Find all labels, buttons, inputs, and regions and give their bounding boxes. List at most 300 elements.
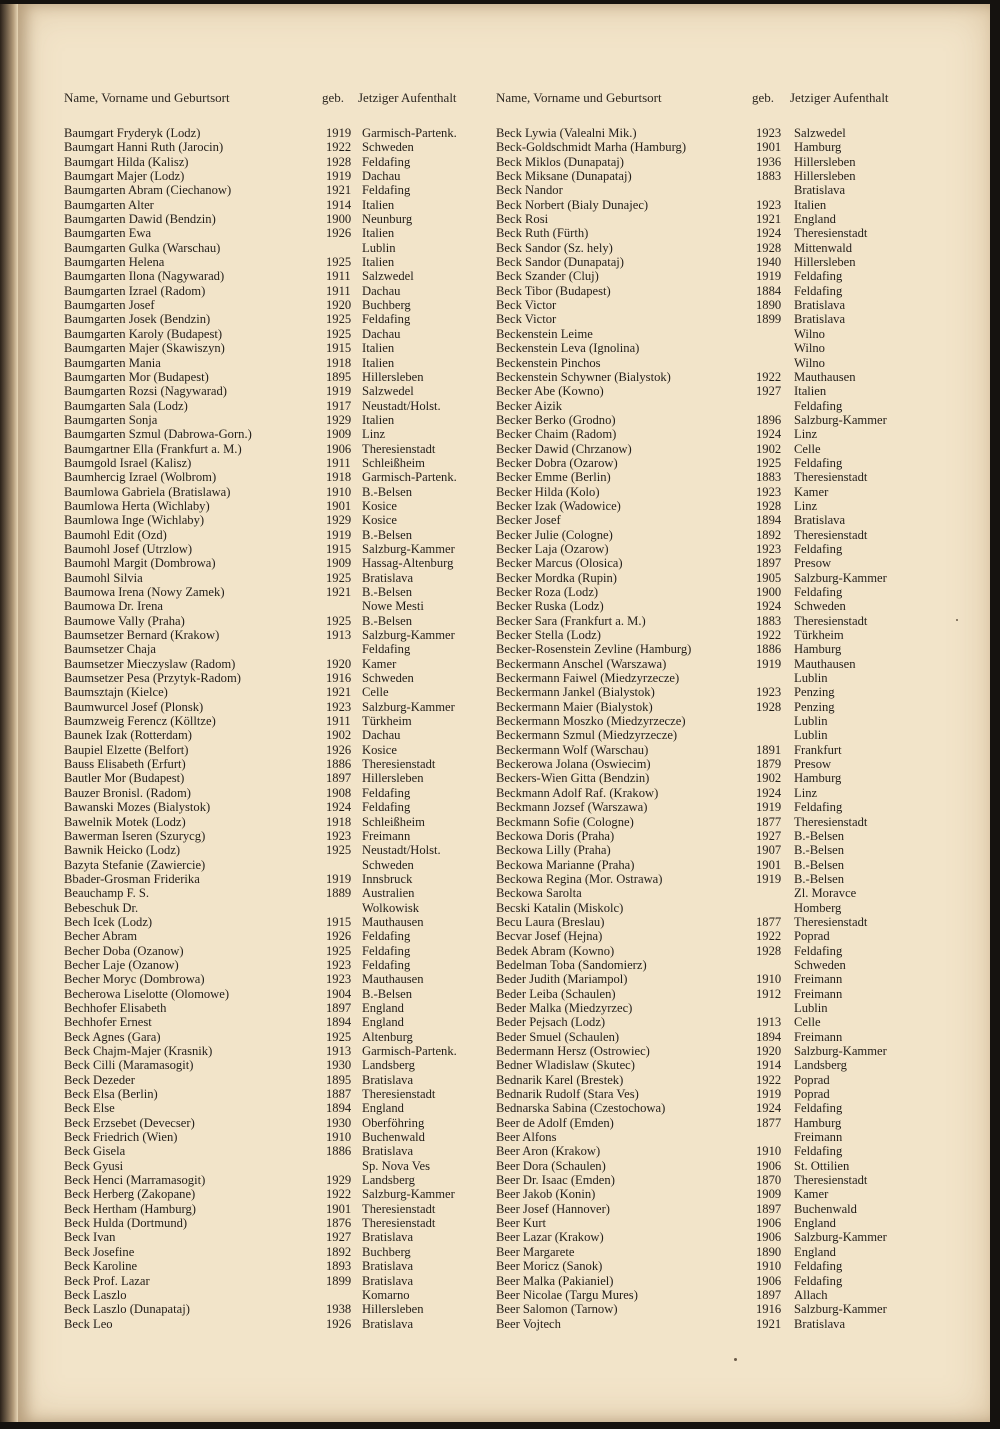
name-header: Name, Vorname und Geburtsort [64,90,230,105]
table-row [64,528,514,542]
person-name: Beder Pejsach (Lodz) [496,1015,606,1030]
table-row [64,1216,514,1230]
current-residence: Theresienstadt [362,757,436,772]
person-name: Baumlowa Gabriela (Bratislawa) [64,484,231,499]
person-name: Bedelman Toba (Sandomierz) [496,957,647,972]
current-residence: Theresienstadt [794,613,868,628]
current-residence: Schweden [794,957,846,972]
current-residence: Poprad [794,1087,830,1102]
person-name: Beck Friedrich (Wien) [64,1130,178,1145]
current-residence: Poprad [794,929,830,944]
current-residence: Linz [794,427,818,442]
person-name: Baumgart Majer (Lodz) [64,169,185,184]
person-name: Baumohl Josef (Utrzlow) [64,541,193,556]
current-residence: Salzwedel [362,384,414,399]
birth-year: 1919 [326,384,352,399]
current-residence: Theresienstadt [362,441,436,456]
birth-year: 1924 [326,800,352,815]
table-row [496,1187,966,1201]
current-residence: B.-Belsen [362,585,413,599]
person-name: Baumowe Vally (Praha) [64,613,185,628]
person-name: Baumhercig Izrael (Wolbrom) [64,470,217,485]
table-row [64,657,514,671]
table-row [64,255,514,269]
birth-year: 1900 [756,585,782,599]
current-residence: Kosice [362,498,397,513]
table-row [64,571,514,585]
birth-year: 1916 [756,1302,782,1317]
current-residence: Wilno [794,341,825,356]
person-name: Baumlowa Herta (Wichlaby) [64,498,210,513]
current-residence: Italien [362,197,395,212]
person-name: Beder Malka (Miedzyrzec) [496,1000,633,1015]
table-row [64,1087,514,1101]
current-residence: Salzburg-Kammer [794,1302,887,1317]
table-row [64,599,514,613]
birth-year: 1894 [326,1101,352,1116]
table-row [64,312,514,326]
table-row [64,183,514,197]
table-row [64,728,514,742]
current-residence: Frankfurt [794,742,842,757]
table-row [496,771,966,785]
table-row [64,1130,514,1144]
paper-speck [956,619,958,621]
birth-year: 1887 [326,1087,352,1102]
table-row [496,599,966,613]
table-row [64,298,514,312]
person-name: Beckenstein Schywner (Bialystok) [496,369,671,384]
person-name: Beck Norbert (Bialy Dunajec) [496,197,649,212]
person-name: Bawerman Iseren (Szurycg) [64,828,206,843]
person-name: Beck Else [64,1101,115,1116]
birth-year: 1909 [326,427,352,442]
current-residence: Dachau [362,326,401,341]
current-residence: Freimann [794,1130,843,1145]
person-name: Bech Icek (Lodz) [64,914,153,929]
residence-header: Jetziger Aufenthalt [790,90,889,105]
person-name: Beckenstein Leva (Ignolina) [496,341,640,356]
birth-year: 1924 [756,599,782,614]
birth-year: 1877 [756,814,782,829]
current-residence: Bratislava [362,570,414,585]
birth-year: 1886 [326,1144,352,1159]
current-residence: Wilno [794,326,825,341]
birth-year: 1923 [756,126,782,140]
person-name: Baumsztajn (Kielce) [64,685,168,700]
table-row [496,628,966,642]
table-row [64,1259,514,1273]
current-residence: Landsberg [794,1058,847,1073]
current-residence: Garmisch-Partenk. [362,470,457,485]
table-row [496,700,966,714]
person-name: Bechhofer Elisabeth [64,1000,167,1015]
table-row [64,843,514,857]
birth-year: 1923 [326,828,352,843]
birth-year: 1877 [756,914,782,929]
table-row [496,728,966,742]
table-row [64,356,514,370]
current-residence: Feldafing [362,785,411,800]
current-residence: Celle [794,441,821,456]
current-residence: Wolkowisk [362,900,420,915]
birth-year: 1923 [326,699,352,714]
table-row [64,700,514,714]
person-name: Bautler Mor (Budapest) [64,771,185,786]
person-name: Beauchamp F. S. [64,886,150,901]
birth-year: 1910 [756,972,782,987]
current-residence: B.-Belsen [794,828,845,843]
current-residence: Homberg [794,900,842,915]
current-residence: Schleißheim [362,814,425,829]
table-row [64,1116,514,1130]
person-name: Beck Victor [496,298,557,313]
birth-year: 1938 [326,1302,352,1317]
person-name: Beckerowa Jolana (Oswiecim) [496,757,651,772]
table-row [64,972,514,986]
name-header: Name, Vorname und Geburtsort [496,90,662,105]
person-name: Beckowa Sarolta [496,886,582,901]
birth-year: 1916 [326,671,352,686]
birth-year: 1922 [756,929,782,944]
birth-year: 1910 [756,1144,782,1159]
current-residence: England [362,1015,404,1030]
person-name: Bebeschuk Dr. [64,900,139,915]
current-residence: Bratislava [794,183,846,198]
table-row [496,915,966,929]
current-residence: Salzburg-Kammer [362,1187,455,1202]
person-name: Baumgarten Karoly (Budapest) [64,326,223,341]
current-residence: Theresienstadt [794,814,868,829]
birth-year: 1929 [326,412,352,427]
table-row [496,1130,966,1144]
current-residence: Bratislava [362,1230,414,1245]
table-row [496,671,966,685]
current-residence: Hillersleben [362,369,424,384]
birth-year: 1890 [756,298,782,313]
book-binding [0,4,18,1422]
birth-year: 1906 [756,1230,782,1245]
table-row [64,901,514,915]
birth-year: 1909 [326,556,352,571]
table-row [64,944,514,958]
person-name: Baumgarten Ilona (Nagywarad) [64,269,225,284]
current-residence: Garmisch-Partenk. [362,1044,457,1058]
birth-year: 1919 [756,269,782,284]
table-row [64,1159,514,1173]
current-residence: Neustadt/Holst. [362,398,441,413]
birth-year: 1918 [326,814,352,829]
table-row [496,1001,966,1015]
birth-year: 1925 [326,843,352,858]
current-residence: Hillersleben [362,771,424,786]
person-name: Beckenstein Leime [496,326,593,341]
current-residence: Feldafing [362,154,411,169]
birth-year: 1906 [756,1216,782,1231]
current-residence: Penzing [794,699,835,714]
person-name: Bauss Elisabeth (Erfurt) [64,757,186,772]
person-name: Becu Laura (Breslau) [496,914,605,929]
current-residence: Italien [794,197,827,212]
current-residence: Feldafing [794,455,843,470]
person-name: Baumgartner Ella (Frankfurt a. M.) [64,441,242,456]
current-residence: Feldafing [794,1273,843,1288]
table-row [64,212,514,226]
table-row [64,1144,514,1158]
table-row [496,972,966,986]
person-name: Baumsetzer Chaja [64,642,156,657]
birth-year: 1906 [326,441,352,456]
birth-year: 1930 [326,1058,352,1073]
current-residence: Salzburg-Kammer [794,412,887,427]
current-residence: Feldafing [362,312,411,327]
current-residence: Kamer [362,656,397,671]
birth-year: 1897 [326,771,352,786]
table-row [496,1173,966,1187]
table-row [496,399,966,413]
current-residence: Salzburg-Kammer [794,1230,887,1245]
person-name: Bednarik Rudolf (Stara Ves) [496,1087,639,1102]
table-row [496,1073,966,1087]
birth-year: 1925 [326,326,352,341]
person-name: Bedner Wladislaw (Skutec) [496,1058,635,1073]
current-residence: Mauthausen [794,369,856,384]
current-residence: Allach [794,1287,828,1302]
table-row [496,413,966,427]
person-name: Becher Abram [64,929,138,944]
person-name: Beck Miksane (Dunapataj) [496,169,632,184]
birth-year: 1876 [326,1216,352,1231]
table-row [496,958,966,972]
birth-year: 1913 [756,1015,782,1030]
table-row [496,312,966,326]
person-name: Becher Laje (Ozanow) [64,957,179,972]
birth-year: 1911 [326,269,351,284]
current-residence: Italien [794,384,827,399]
birth-year: 1923 [756,685,782,700]
person-name: Beck Cilli (Maramasogit) [64,1058,194,1073]
table-row [496,499,966,513]
person-name: Baumgarten Josek (Bendzin) [64,312,211,327]
person-name: Beck Henci (Marramasogit) [64,1173,206,1188]
birth-year: 1922 [756,1072,782,1087]
birth-year: 1895 [326,1072,352,1087]
current-residence: Theresienstadt [794,470,868,485]
birth-year: 1897 [756,1287,782,1302]
current-residence: Feldafing [794,541,843,556]
current-residence: England [794,1244,836,1259]
current-residence: England [362,1000,404,1015]
birth-year: 1910 [326,484,352,499]
table-row [496,1245,966,1259]
current-residence: Italien [362,412,395,427]
current-residence: Schweden [362,857,414,872]
person-name: Becvar Josef (Hejna) [496,929,603,944]
table-row [64,1202,514,1216]
table-row [496,944,966,958]
current-residence: Lublin [794,1000,828,1015]
birth-year: 1936 [756,154,782,169]
current-residence: Buchberg [362,298,411,313]
current-residence: Hamburg [794,642,842,657]
person-name: Baumgarten Mor (Budapest) [64,369,209,384]
table-row [496,427,966,441]
person-name: Becker Dawid (Chrzanow) [496,441,632,456]
table-row [496,800,966,814]
current-residence: Poprad [794,1072,830,1087]
person-name: Beck Erzsebet (Devecser) [64,1115,195,1130]
table-row [496,183,966,197]
year-header: geb. [322,90,345,105]
person-name: Beckermann Szmul (Miedzyrzecze) [496,728,678,743]
birth-year: 1926 [326,742,352,757]
birth-year: 1914 [326,197,352,212]
table-row [496,126,966,140]
birth-year: 1918 [326,470,352,485]
table-row [496,370,966,384]
current-residence: Schweden [362,671,414,686]
person-name: Baumgarten Ewa [64,226,152,241]
table-row [496,571,966,585]
birth-year: 1922 [326,140,352,155]
table-row [64,1030,514,1044]
current-residence: Italien [362,355,395,370]
birth-year: 1897 [756,556,782,571]
person-name: Bawnik Heicko (Lodz) [64,843,181,858]
table-row [496,786,966,800]
person-name: Becker Chaim (Radom) [496,427,617,442]
person-name: Beck Gyusi [64,1158,124,1173]
person-name: Becker Stella (Lodz) [496,628,601,643]
birth-year: 1901 [326,498,352,513]
birth-year: 1926 [326,226,352,241]
birth-year: 1904 [326,986,352,1001]
person-name: Beck Herberg (Zakopane) [64,1187,196,1202]
birth-year: 1894 [756,513,782,528]
table-row [64,499,514,513]
birth-year: 1925 [326,570,352,585]
current-residence: B.-Belsen [362,484,413,499]
current-residence: B.-Belsen [362,527,413,542]
birth-year: 1919 [326,527,352,542]
person-name: Beer Aron (Krakow) [496,1144,601,1159]
table-row [496,384,966,398]
current-residence: Kosice [362,742,397,757]
current-residence: Lublin [794,671,828,686]
table-row [64,126,514,140]
person-name: Beck Rosi [496,212,549,227]
table-row [496,685,966,699]
current-residence: Hamburg [794,140,842,155]
person-name: Beder Smuel (Schaulen) [496,1029,620,1044]
current-residence: Linz [362,427,386,442]
birth-year: 1900 [326,212,352,227]
table-row [64,198,514,212]
table-row [64,872,514,886]
person-name: Baunek Izak (Rotterdam) [64,728,192,743]
table-row [64,1245,514,1259]
table-row [496,1030,966,1044]
person-name: Beck Karoline [64,1259,138,1274]
current-residence: Feldafing [794,1101,843,1116]
table-row [496,528,966,542]
table-row [64,958,514,972]
birth-year: 1919 [756,1087,782,1102]
birth-year: 1913 [326,628,352,643]
person-name: Becker Josef [496,513,561,528]
current-residence: Mauthausen [362,972,424,987]
table-row [496,815,966,829]
table-row [496,485,966,499]
table-row [64,858,514,872]
current-residence: Celle [362,685,389,700]
birth-year: 1921 [326,585,352,599]
person-name: Beder Judith (Mariampol) [496,972,628,987]
current-residence: England [794,1216,836,1231]
current-residence: Innsbruck [362,871,413,886]
person-name: Beer Salomon (Tarnow) [496,1302,618,1317]
person-name: Bazyta Stefanie (Zawiercie) [64,857,206,872]
table-row [64,757,514,771]
table-row [64,513,514,527]
table-row [496,1202,966,1216]
person-name: Becker Roza (Lodz) [496,585,599,599]
table-row [496,284,966,298]
current-residence: Mauthausen [362,914,424,929]
current-residence: Mittenwald [794,240,853,255]
birth-year: 1909 [756,1187,782,1202]
person-name: Becker Berko (Grodno) [496,412,616,427]
birth-year: 1884 [756,283,782,298]
person-name: Beckermann Anschel (Warszawa) [496,656,667,671]
current-residence: Bratislava [362,1259,414,1274]
person-name: Baumgarten Izrael (Radom) [64,283,206,298]
table-row [64,642,514,656]
birth-year: 1925 [756,455,782,470]
birth-year: 1901 [756,140,782,155]
current-residence: Altenburg [362,1029,413,1044]
person-name: Baupiel Elzette (Belfort) [64,742,189,757]
current-residence: Penzing [794,685,835,700]
birth-year: 1899 [326,1273,352,1288]
birth-year: 1906 [756,1158,782,1173]
table-row [496,226,966,240]
person-name: Becker Abe (Kowno) [496,384,604,399]
person-name: Becker Sara (Frankfurt a. M.) [496,613,646,628]
birth-year: 1891 [756,742,782,757]
person-name: Beckermann Maier (Bialystok) [496,699,653,714]
current-residence: Feldafing [362,957,411,972]
current-residence: Feldafing [362,642,411,657]
person-name: Becker Julie (Cologne) [496,527,613,542]
birth-year: 1895 [326,369,352,384]
birth-year: 1883 [756,613,782,628]
person-name: Beer Josef (Hannover) [496,1201,610,1216]
person-name: Beer Vojtech [496,1316,561,1331]
birth-year: 1923 [326,972,352,987]
current-residence: Bratislava [362,1072,414,1087]
birth-year: 1922 [756,628,782,643]
person-name: Becher Moryc (Dombrowa) [64,972,205,987]
table-row [64,269,514,283]
current-residence: Schweden [794,599,846,614]
person-name: Baumohl Silvia [64,570,143,585]
current-residence: Kosice [362,513,397,528]
table-row [496,743,966,757]
table-row [496,987,966,1001]
current-residence: Lublin [794,728,828,743]
table-row [496,1302,966,1316]
